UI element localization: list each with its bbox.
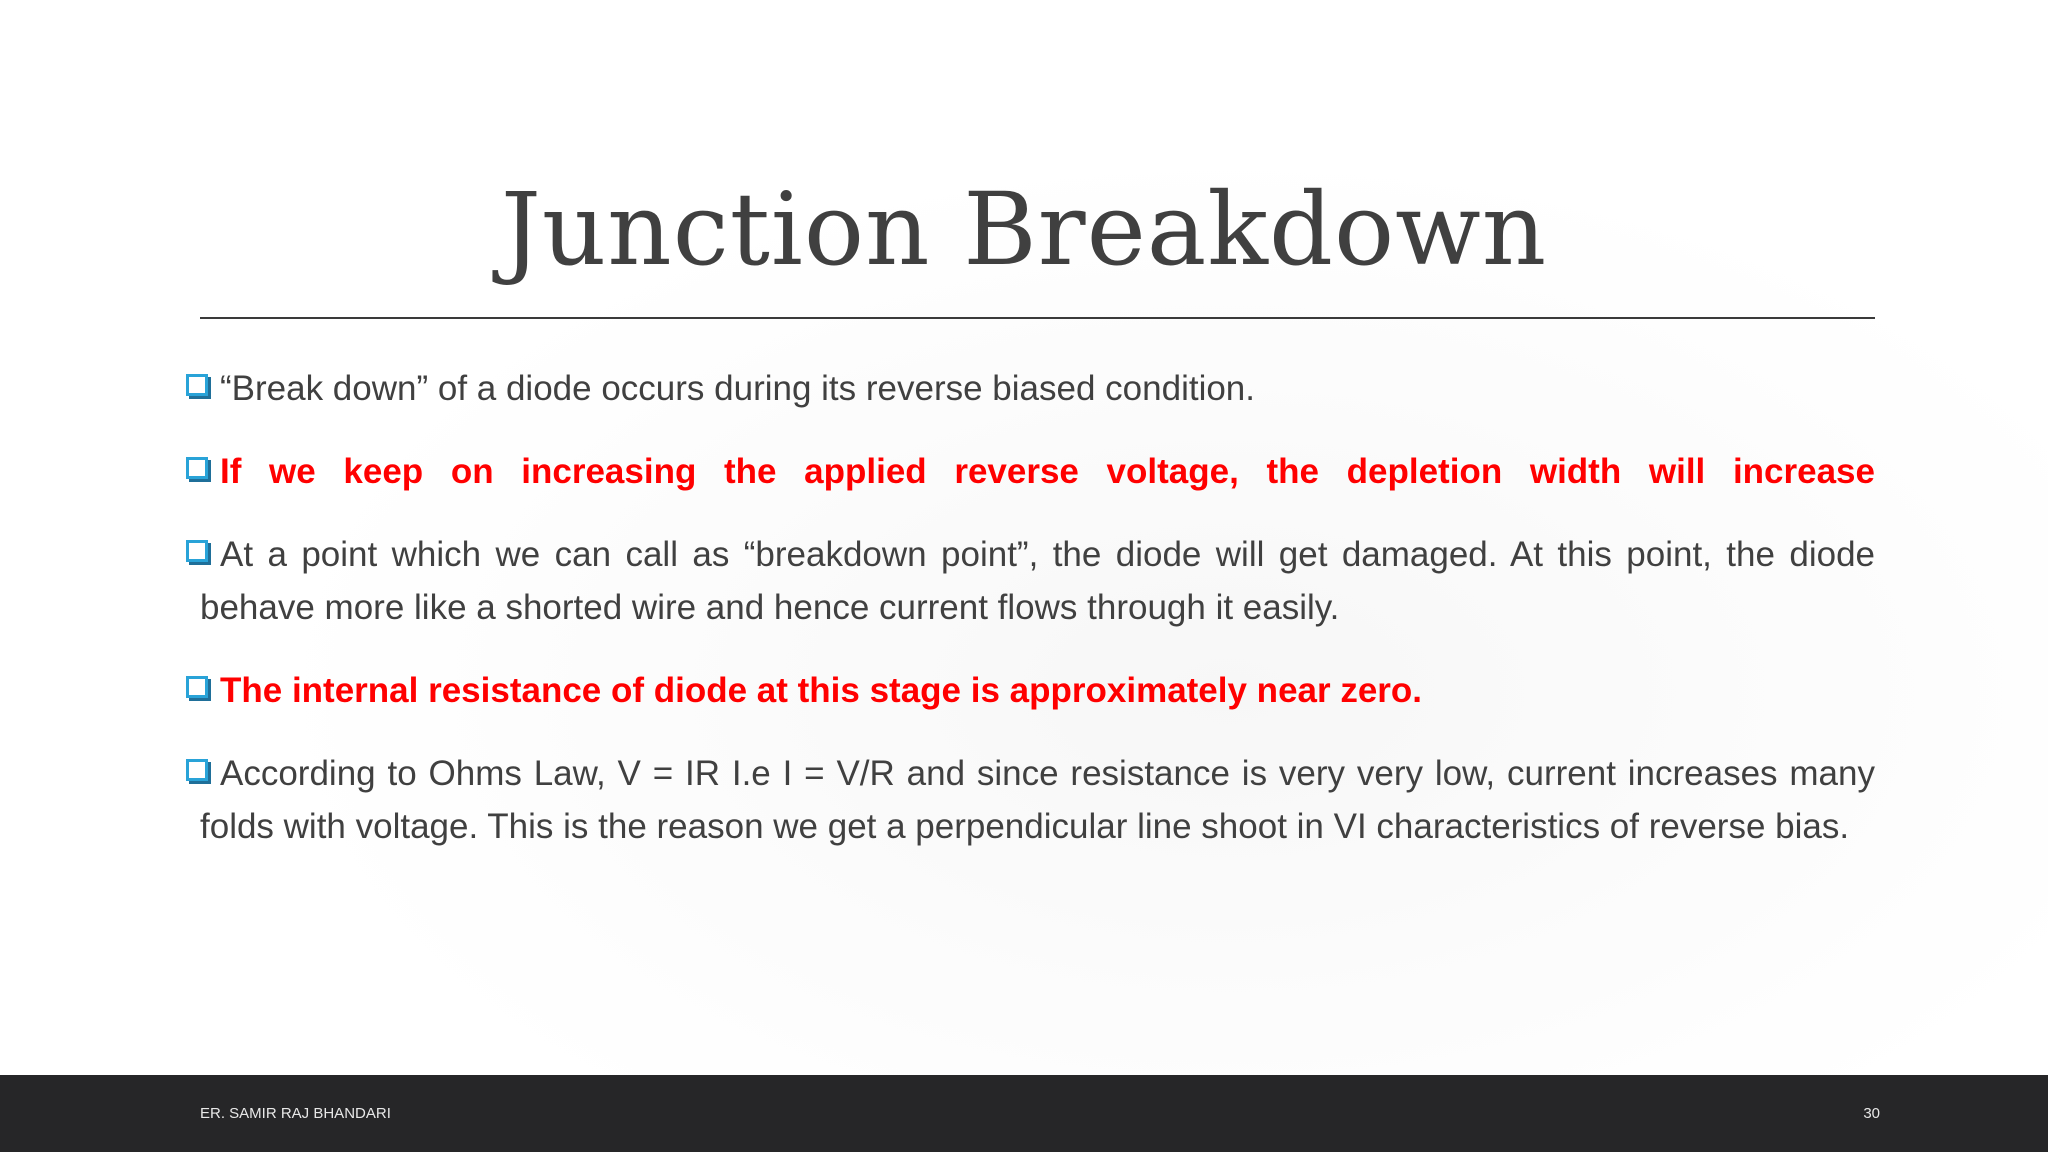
bullet-item-emphasis [200,445,1875,498]
page-number: 30 [1863,1105,1880,1122]
slide-title: Junction Breakdown [500,171,1548,288]
bullet-item-emphasis [200,664,1875,717]
bullet-text: “Break down” of a diode occurs during its reverse biased condition. [220,369,1255,408]
bullet-text: The internal resistance of diode at this stage is approximately near zero. [220,671,1423,710]
footer-bar [0,1075,2048,1152]
bullet-item [200,362,1875,415]
bullet-text: According to Ohms Law, V = IR I.e I = V/R and since resistance is very very low, current increases many folds with voltage. This is the reason we get a perpendicular line shoot in VI characteristics of reverse bias. [200,754,1875,846]
checkbox-bullet-icon [186,540,208,562]
bullet-text: If we keep on increasing the applied reverse voltage, the depletion width will increase [220,452,1875,491]
checkbox-bullet-icon [186,676,208,698]
checkbox-bullet-icon [186,374,208,396]
title-divider [200,317,1875,319]
checkbox-bullet-icon [186,457,208,479]
bullet-item [200,528,1875,634]
checkbox-bullet-icon [186,759,208,781]
footer-author: ER. SAMIR RAJ BHANDARI [200,1105,391,1122]
bullet-list [200,362,1875,883]
bullet-text: At a point which we can call as “breakdown point”, the diode will get damaged. At this point, the diode behave more like a shorted wire and hence current flows through it easily. [200,535,1875,627]
bullet-item [200,747,1875,853]
